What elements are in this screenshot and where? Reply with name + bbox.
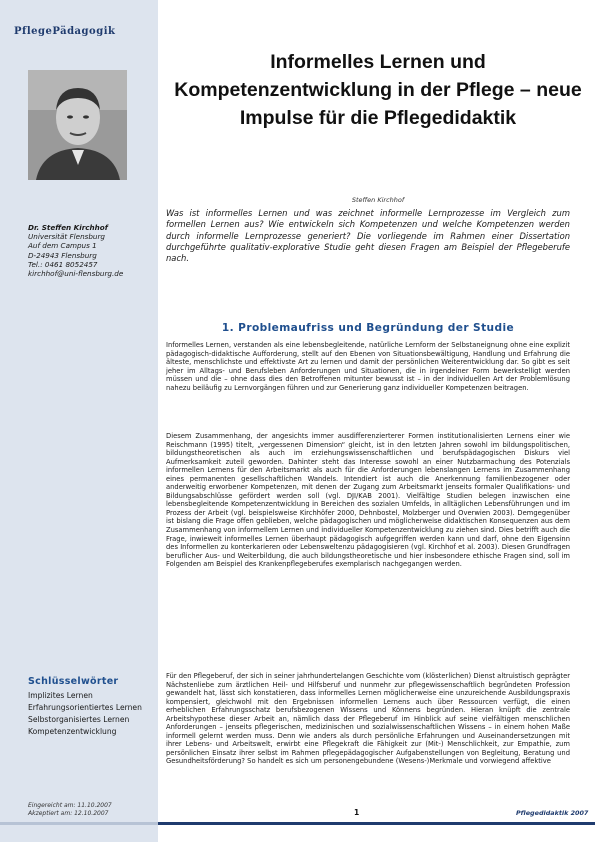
paragraph-text: Für den Pflegeberuf, der sich in seiner jahrhundertelangen Geschichte vom (klösterlichen) Dienst altruistisch geprägter Nächstenliebe zum ärztlichen Heil- und Hilfsberuf und nunmehr zur pflegewissenschaftlich begründeten Profession gewandelt hat, lässt sich konstatieren, dass informelles Lernen möglicherweise eine unzureichende Ausbildungspraxis kompensiert, gleichwohl mit den Ergebnissen informellen Lernens auch über Ressourcen verfügt, die einen erheblichen Erfahrungsschatz berufsbezogenen Wissens und Könnens begründen. Hieran knüpft die zentrale Arbeitshypothese dieser Arbeit an, nämlich dass der Pflegeberuf im Hinblick auf seine vielfältigen menschlichen Anforderungen – jenseits pflegerischen, medizinischen und sozialwissenschaftlichen Wissens – in einem hohen Maße informell gelernt werden muss. Denn wie anders als durch persönliche Erfahrungen und Auseinandersetzungen mit ihrer Lebens- und Arbeitswelt, erwirbt eine Pflegekraft die Fähigkeit zur (Mit-) Menschlichkeit, zur Empathie, zum persönlichen Einsatz ihrer selbst im Rahmen pflegepädagogischer Aufgabenstellungen von Begleitung, Beratung und Gesundheitsförderung? So handelt es sich um personengebundene (Wesens-)Merkmale und vorwiegend affektive — [166, 672, 570, 766]
keyword-item: Implizites Lernen — [28, 691, 93, 700]
author-email[interactable]: kirchhof@uni-flensburg.de — [28, 269, 124, 279]
submission-dates — [28, 802, 156, 817]
paragraph-text: Informelles Lernen, verstanden als eine lebensbegleitende, natürliche Lernform der Selbstaneignung ohne eine explizit pädagogisch-didaktische Aufforderung, stellt auf den Ebenen von Situationsbewältigung, Handlung und Erfahrung die älteste, menschlichste und effektivste Art zu lernen und damit der persönlichen Weiterentwicklung dar. So gibt es seit jeher im Alltags- und Berufsleben Anforderungen und Situationen, die in irgendeiner Form bewerkstelligt werden müssen und die – ohne dass dies den Betroffenen mitunter bewusst ist – in der individuellen Art der Problemlösung nahezu beiläufig zu Lernvorgängen führen und zur Generierung ganz individueller Kompetenzen beitragen. — [166, 341, 570, 392]
author-address-city: D-24943 Flensburg — [28, 250, 97, 260]
section-heading: 1. Problemaufriss und Begründung der Studie — [221, 322, 515, 334]
body-paragraph — [166, 432, 570, 571]
page-number: 1 — [354, 808, 360, 817]
keyword-item: Erfahrungsorientiertes Lernen — [28, 703, 142, 712]
accepted-date: Akzeptiert am: 12.10.2007 — [28, 809, 109, 817]
keyword-item: Selbstorganisiertes Lernen — [28, 715, 130, 724]
body-paragraph — [166, 341, 570, 394]
author-portrait-icon — [28, 70, 127, 180]
author-affiliation: Universität Flensburg — [28, 232, 105, 242]
author-name: Dr. Steffen Kirchhof — [28, 223, 108, 232]
keywords-heading: Schlüsselwörter — [28, 676, 119, 687]
journal-header: PflegePädagogik — [14, 26, 116, 37]
keyword-item: Kompetenzentwicklung — [28, 727, 117, 736]
body-paragraph — [166, 672, 570, 768]
author-photo — [28, 70, 127, 180]
received-date: Eingereicht am: 11.10.2007 — [28, 802, 112, 809]
footer-rule-left — [0, 822, 158, 825]
article-abstract: Was ist informelles Lernen und was zeichnet informelle Lernprozesse im Vergleich zum formellen Lernen aus? Wie entwickeln sich Kompetenzen und welche Kompetenzen werden durch informelle Lernprozesse generiert? Die vorliegende im Rahmen einer Dissertation durchgeführte qualitativ-explorative Studie geht diesen Fragen am Beispiel der Pflegeberufe nach. — [166, 208, 570, 264]
author-phone: Tel.: 0461 8052457 — [28, 259, 98, 269]
footer-journal: Pflegedidaktik 2007 — [516, 809, 589, 817]
footer-rule — [158, 822, 595, 825]
paragraph-text: Diesem Zusammenhang, der angesichts immer ausdifferenzierterer Formen institutionalisierten Lernens einer wie Reischmann (1995) titelt, „vergessenen Dimension“ gleicht, ist in den letzten Jahren sowohl im bildungspolitischen, bildungstheoretischen als auch im erziehungswissenschaftlichen und berufspädagogischen Diskurs viel Aufmerksamkeit zuteil geworden. Dahinter steht das Interesse sowohl an einer Nutzbarmachung des Potenzials informellen Lernens für den Arbeitsmarkt als auch für die Anforderungen lebenslangen Lernens im Zusammenhang eines permanenten gesellschaftlichen Wandels. Intendiert ist auch die Anerkennung familienbezogener oder anderweitig erworbener Kompetenzen, mit denen der Zugang zum Arbeitsmarkt jenseits formaler Qualifikations- und Bildungsabschlüsse gefördert werden soll (vgl. DJI/KAB 2001). Vielfältige Studien belegen inzwischen eine lebensbegleitende Kompetenzentwicklung in Bereichen des sozialen Umfelds, in alltäglichen Lebensführungen und im Prozess der Arbeit (vgl. beispielsweise Kirchhöfer 2000, Dehnbostel, Molzberger und Overwien 2003). Demgegenüber ist bislang die Frage offen geblieben, welche pädagogischen und möglicherweise didaktischen Konsequenzen aus dem Zusammenhang von informellem Lernen und individueller Kompetenzentwicklung zu ziehen sind. Dies betrifft auch die Frage, inwieweit informelles Lernen überhaupt pädagogisch aufgegriffen werden kann und darf, ohne den Eigensinn des Informellen zu konterkarieren oder Lebensweltenzu pädagogisieren (vgl. Kirchhof et al. 2003). Diesen Grundfragen beruflicher Aus- und Weiterbildung, die auch bildungstheoretische und hier insbesondere ethische Fragen sind, soll im Folgenden am Beispiel des Krankenpflegeberufes exemplarisch nachgegangen werden. — [166, 432, 570, 569]
author-contact — [28, 223, 156, 278]
keywords-list — [28, 691, 156, 739]
article-title: Informelles Lernen und Kompetenzentwicklung in der Pflege – neue Impulse für die Pflegedidaktik — [174, 51, 582, 129]
author-address-street: Auf dem Campus 1 — [28, 241, 97, 251]
article-byline: Steffen Kirchhof — [351, 196, 405, 204]
